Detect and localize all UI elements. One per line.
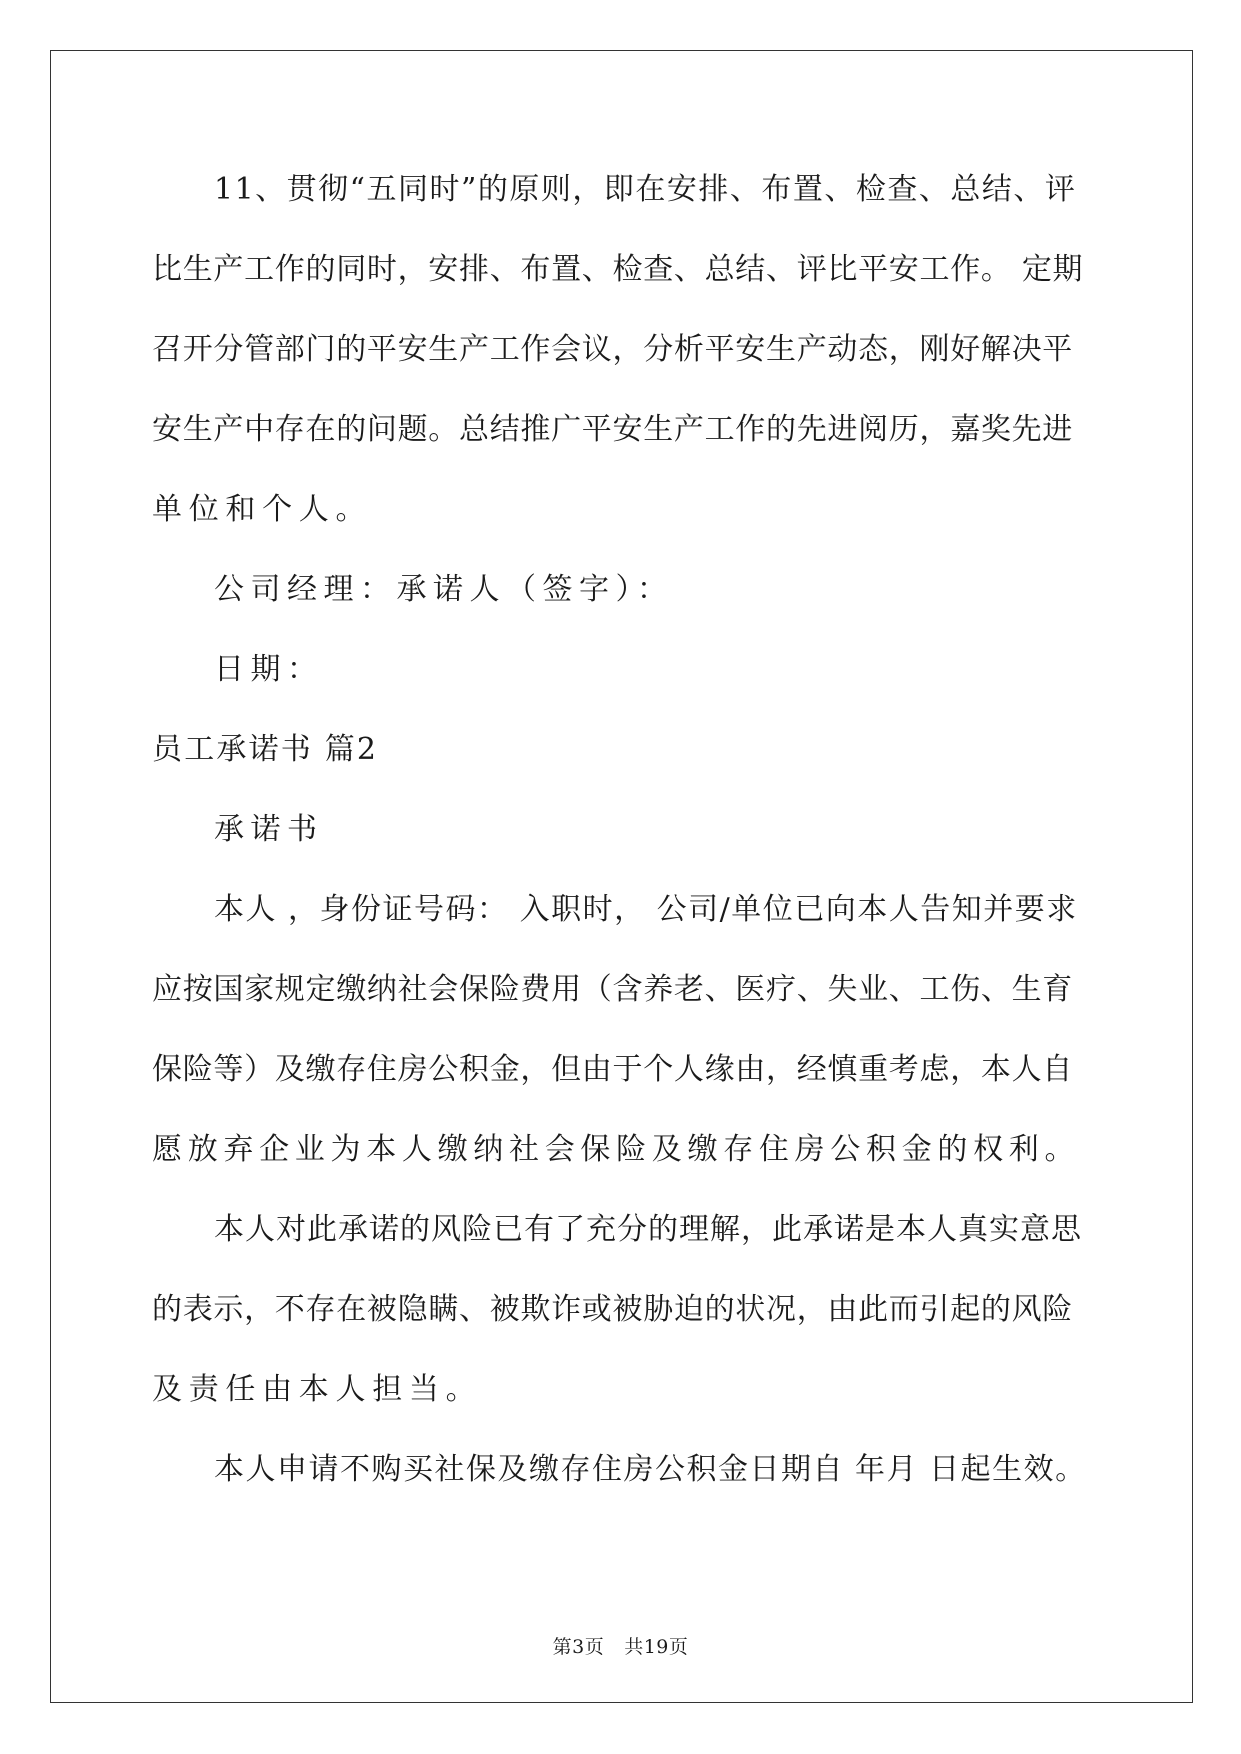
paragraph-line: 的表示，不存在被隐瞒、被欺诈或被胁迫的状况，由此而引起的风险 [152, 1292, 1073, 1327]
page-footer [0, 1632, 1241, 1659]
paragraph-line: 应按国家规定缴纳社会保险费用（含养老、医疗、失业、工伤、生育 [152, 972, 1073, 1007]
paragraph-line: 及责任由本人担当。 [152, 1372, 483, 1407]
paragraph-line: 愿放弃企业为本人缴纳社会保险及缴存住房公积金的权利。 [152, 1132, 1081, 1167]
date-line: 日期： [214, 652, 324, 687]
paragraph-line: 单位和个人。 [152, 492, 373, 527]
document-body [152, 150, 1087, 1510]
section-heading: 员工承诺书 篇2 [152, 732, 379, 767]
paragraph-line: 本人申请不购买社保及缴存住房公积金日期自 年月 日起生效。 [214, 1452, 1087, 1487]
page-number: 第3页 [552, 1636, 605, 1658]
paragraph-line: 保险等）及缴存住房公积金，但由于个人缘由，经慎重考虑，本人自 [152, 1052, 1073, 1087]
paragraph-line: 本人对此承诺的风险已有了充分的理解，此承诺是本人真实意思 [214, 1212, 1082, 1247]
paragraph-line: 11、贯彻“五同时”的原则，即在安排、布置、检查、总结、评 [214, 172, 1077, 207]
page-total: 共19页 [624, 1636, 689, 1658]
paragraph-line: 本人 ，身份证号码： 入职时， 公司/单位已向本人告知并要求 [214, 892, 1078, 927]
paragraph-line: 安生产中存在的问题。总结推广平安生产工作的先进阅历，嘉奖先进 [152, 412, 1073, 447]
paragraph-line: 召开分管部门的平安生产工作会议，分析平安生产动态，刚好解决平 [152, 332, 1073, 367]
signature-line: 公司经理：承诺人（签字）： [214, 572, 674, 607]
paragraph-line: 比生产工作的同时，安排、布置、检查、总结、评比平安工作。 定期 [152, 252, 1084, 287]
document-title: 承诺书 [214, 812, 324, 847]
